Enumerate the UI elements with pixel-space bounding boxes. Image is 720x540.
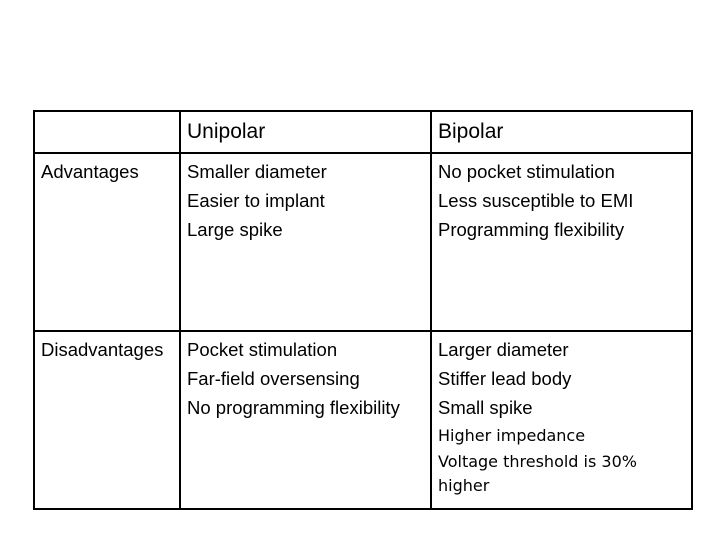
list-item: Programming flexibility xyxy=(438,219,625,240)
header-unipolar-label: Unipolar xyxy=(187,120,266,143)
header-bipolar-label: Bipolar xyxy=(438,120,504,143)
list-item: Large spike xyxy=(187,219,283,240)
advantages-bipolar-cell xyxy=(431,153,692,331)
advantages-row xyxy=(34,153,692,331)
list-item: No programming flexibility xyxy=(187,397,400,418)
comparison-table xyxy=(33,110,693,510)
list-item: No pocket stimulation xyxy=(438,161,615,182)
disadvantages-unipolar-cell xyxy=(180,331,431,509)
list-item: Pocket stimulation xyxy=(187,339,338,360)
row-label-cell xyxy=(34,331,180,509)
row-label-disadvantages: Disadvantages xyxy=(41,339,164,360)
corner-cell xyxy=(34,111,180,153)
disadvantages-row xyxy=(34,331,692,509)
list-item: Far-field oversensing xyxy=(187,368,360,389)
list-item: Smaller diameter xyxy=(187,161,327,182)
list-item: Stiffer lead body xyxy=(438,368,572,389)
row-label-cell xyxy=(34,153,180,331)
header-row xyxy=(34,111,692,153)
list-item: Easier to implant xyxy=(187,190,325,211)
disadvantages-bipolar-cell xyxy=(431,331,692,509)
list-item: Higher impedance xyxy=(438,426,586,445)
header-bipolar xyxy=(431,111,692,153)
list-item: Small spike xyxy=(438,397,533,418)
list-item: Voltage threshold is 30% higher xyxy=(438,452,637,495)
header-unipolar xyxy=(180,111,431,153)
advantages-unipolar-cell xyxy=(180,153,431,331)
list-item: Less susceptible to EMI xyxy=(438,190,634,211)
list-item: Larger diameter xyxy=(438,339,569,360)
row-label-advantages: Advantages xyxy=(41,161,139,182)
